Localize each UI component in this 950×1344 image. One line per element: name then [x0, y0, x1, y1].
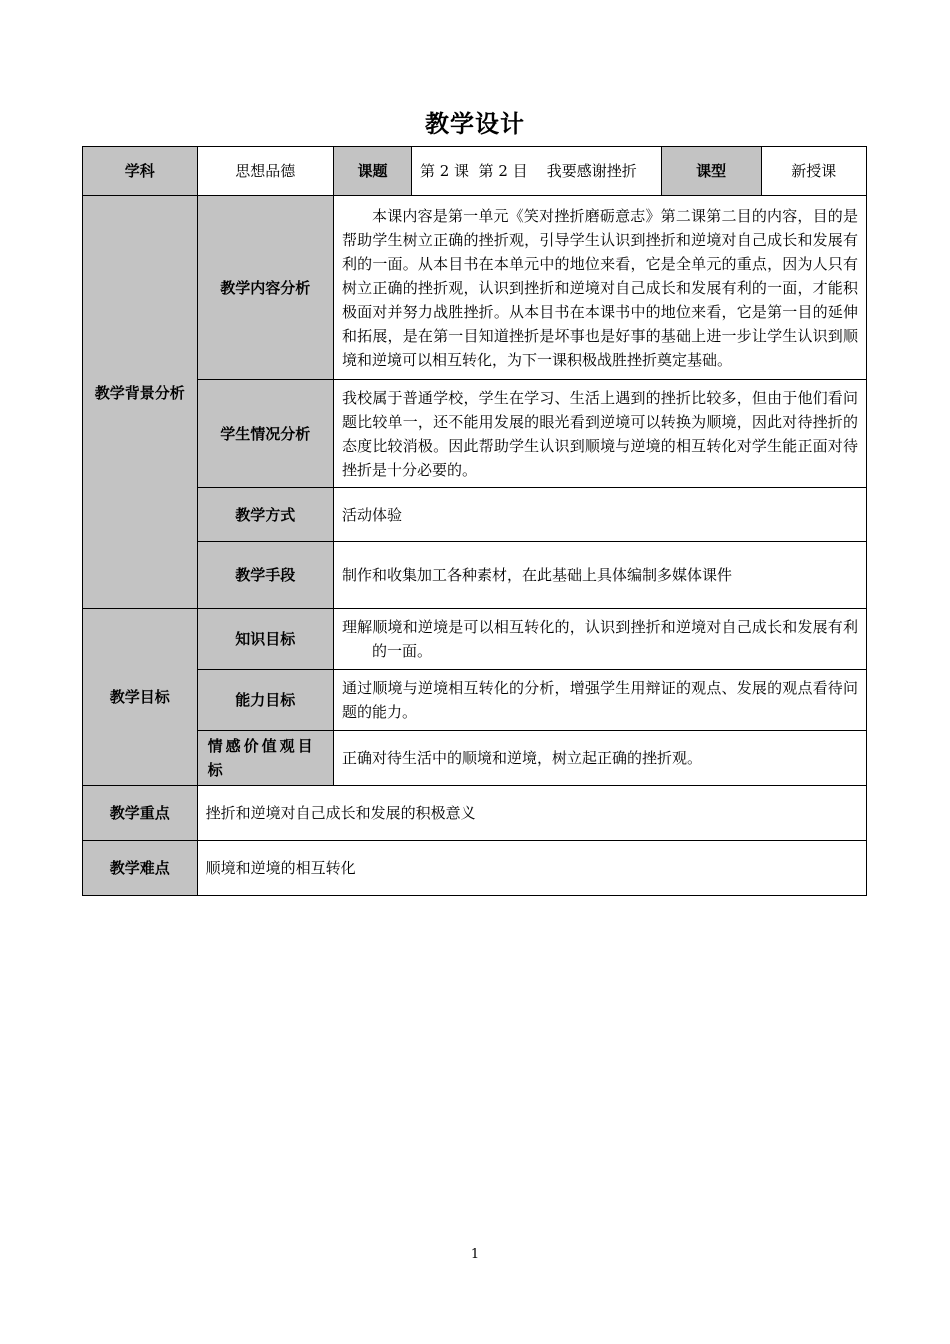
student-analysis-label: 学生情况分析 — [197, 380, 333, 488]
goals-label: 教学目标 — [83, 609, 198, 786]
header-row — [83, 147, 867, 196]
method-text: 活动体验 — [334, 488, 867, 542]
key-point-text: 挫折和逆境对自己成长和发展的积极意义 — [197, 786, 866, 841]
document-title: 教学设计 — [425, 110, 525, 138]
means-row — [83, 542, 867, 609]
topic-value: 第 2 课 第 2 目 我要感谢挫折 — [411, 147, 661, 196]
topic-label: 课题 — [334, 147, 412, 196]
emotion-goal-text: 正确对待生活中的顺境和逆境，树立起正确的挫折观。 — [334, 731, 867, 786]
subject-value: 思想品德 — [197, 147, 333, 196]
page-number: 1 — [470, 1247, 480, 1262]
student-analysis-row — [83, 380, 867, 488]
ability-goal-row — [83, 670, 867, 731]
key-point-row — [83, 786, 867, 841]
ability-goal-text: 通过顺境与逆境相互转化的分析，增强学生用辩证的观点、发展的观点看待问题的能力。 — [334, 670, 867, 731]
subject-label: 学科 — [83, 147, 198, 196]
student-analysis-text: 我校属于普通学校，学生在学习、生活上遇到的挫折比较多，但由于他们看问题比较单一，还不能用发展的眼光看到逆境可以转换为顺境，因此对待挫折的态度比较消极。因此帮助学生认识到顺境与逆境的相互转化对学生能正面对待挫折是十分必要的。 — [334, 380, 867, 488]
knowledge-goal-label: 知识目标 — [197, 609, 333, 670]
difficulty-row — [83, 841, 867, 896]
lesson-plan-table — [82, 146, 867, 896]
type-value: 新授课 — [761, 147, 866, 196]
content-analysis-label: 教学内容分析 — [197, 196, 333, 380]
method-row — [83, 488, 867, 542]
content-analysis-text: 本课内容是第一单元《笑对挫折磨砺意志》第二课第二目的内容，目的是帮助学生树立正确的挫折观，引导学生认识到挫折和逆境对自己成长和发展有利的一面。从本目书在本单元中的地位来看，它是全单元的重点，因为人只有树立正确的挫折观，认识到挫折和逆境对自己成长和发展有利的一面，才能积极面对并努力战胜挫折。从本目书在本课书中的地位来看，它是第一目的延伸和拓展，是在第一目知道挫折是坏事也是好事的基础上进一步让学生认识到顺境和逆境可以相互转化，为下一课积极战胜挫折奠定基础。 — [334, 196, 867, 380]
method-label: 教学方式 — [197, 488, 333, 542]
means-label: 教学手段 — [197, 542, 333, 609]
key-point-label: 教学重点 — [83, 786, 198, 841]
background-label-text: 教学背景分析 — [94, 384, 185, 402]
emotion-goal-row — [83, 731, 867, 786]
knowledge-goal-row — [83, 609, 867, 670]
background-label — [83, 196, 198, 609]
emotion-goal-label: 情感价值观目标 — [197, 731, 333, 786]
means-text: 制作和收集加工各种素材，在此基础上具体编制多媒体课件 — [334, 542, 867, 609]
ability-goal-label: 能力目标 — [197, 670, 333, 731]
difficulty-text: 顺境和逆境的相互转化 — [197, 841, 866, 896]
type-label: 课型 — [661, 147, 761, 196]
content-analysis-row — [83, 196, 867, 380]
knowledge-goal-text: 理解顺境和逆境是可以相互转化的，认识到挫折和逆境对自己成长和发展有利的一面。 — [334, 609, 867, 670]
difficulty-label: 教学难点 — [83, 841, 198, 896]
